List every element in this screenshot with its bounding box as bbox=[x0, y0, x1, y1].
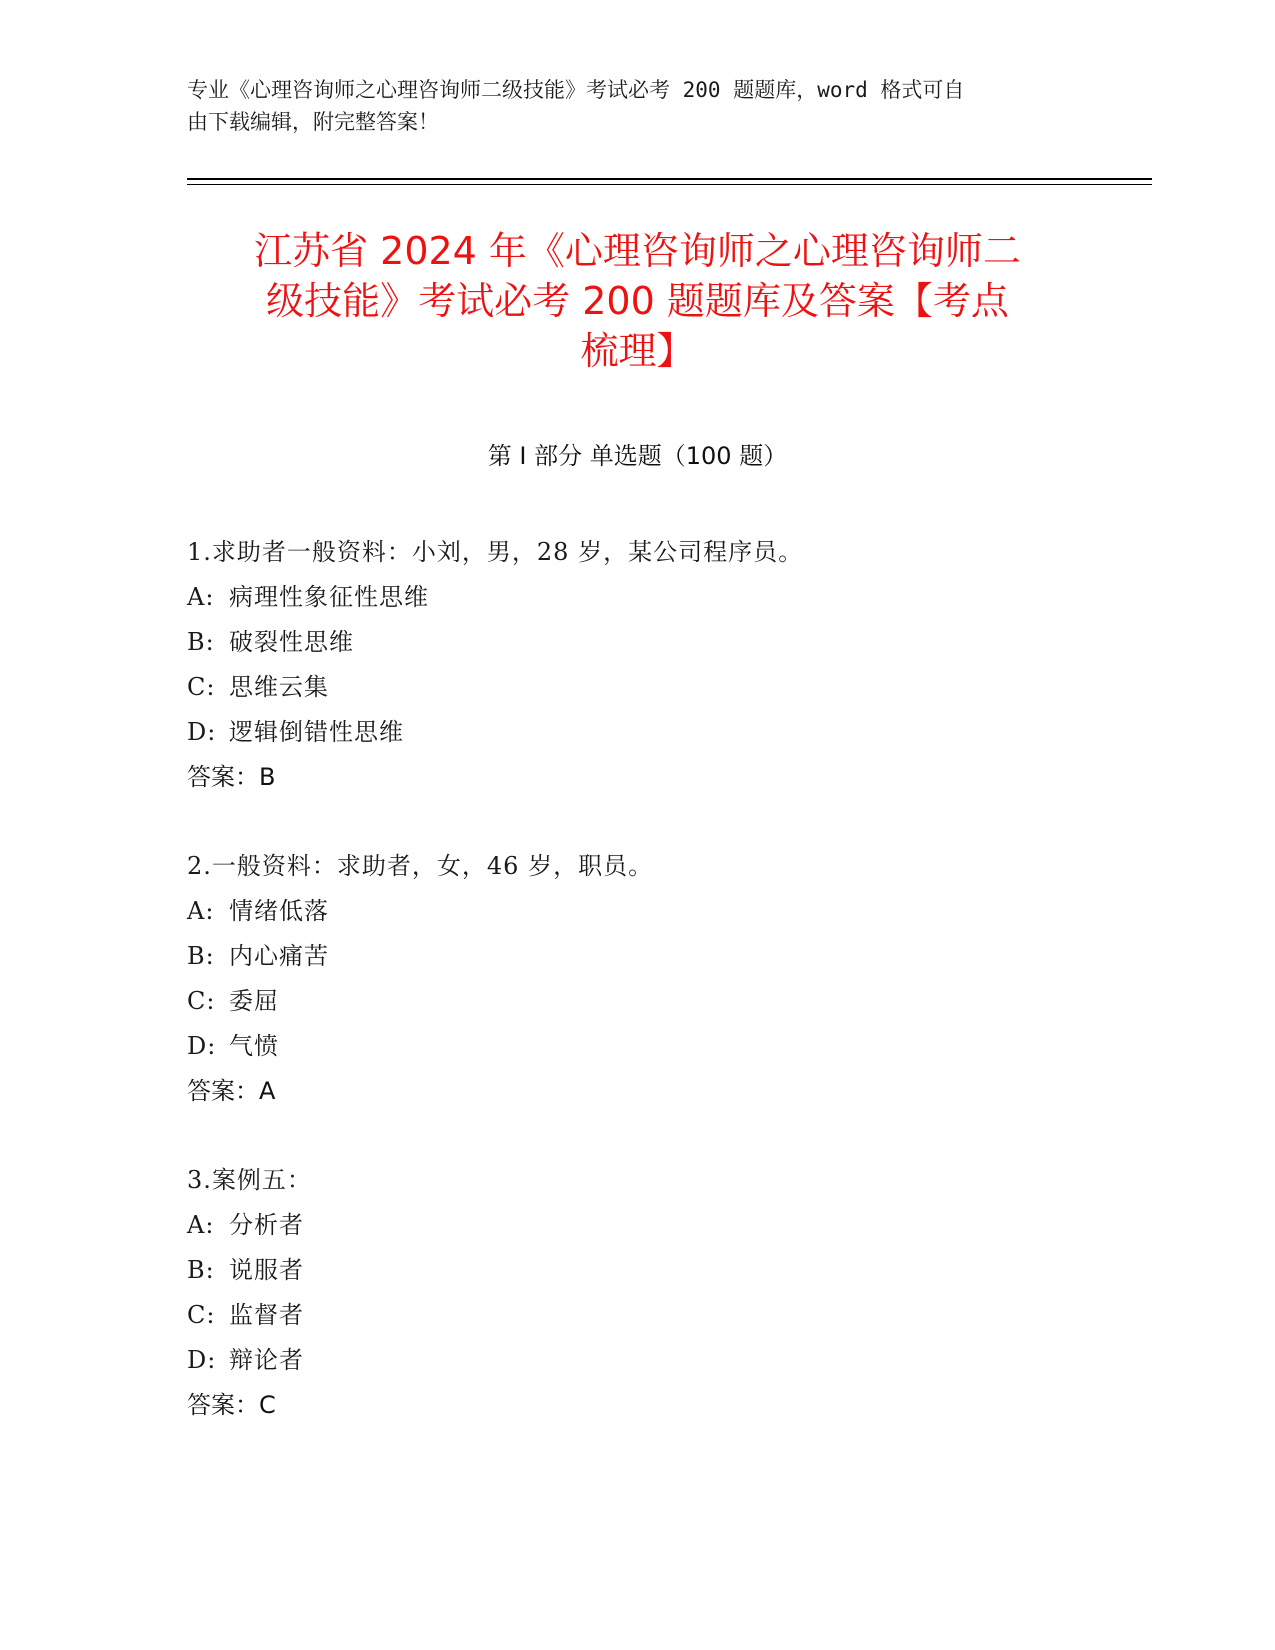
option-text: 辩论者 bbox=[229, 1346, 304, 1374]
question-item bbox=[187, 530, 1147, 800]
option-d bbox=[187, 710, 1147, 755]
intro-line: 由下载编辑，附完整答案！ bbox=[187, 110, 439, 134]
option-text: 逻辑倒错性思维 bbox=[229, 718, 404, 746]
option-b bbox=[187, 1248, 1147, 1293]
option-text: 情绪低落 bbox=[229, 897, 329, 925]
intro-text bbox=[187, 74, 1067, 138]
option-letter: D: bbox=[187, 1032, 217, 1060]
option-text: 思维云集 bbox=[229, 673, 329, 701]
option-b bbox=[187, 934, 1147, 979]
header-divider-thick bbox=[187, 178, 1152, 180]
question-stem: 2.一般资料：求助者，女，46 岁，职员。 bbox=[187, 852, 654, 880]
option-a bbox=[187, 1203, 1147, 1248]
option-d bbox=[187, 1024, 1147, 1069]
option-letter: C: bbox=[187, 987, 216, 1015]
option-letter: A: bbox=[187, 583, 215, 611]
header-divider-thin bbox=[187, 184, 1152, 185]
option-text: 说服者 bbox=[229, 1256, 304, 1284]
section-heading: 第 I 部分 单选题（100 题） bbox=[487, 442, 788, 470]
option-text: 内心痛苦 bbox=[229, 942, 329, 970]
option-d bbox=[187, 1338, 1147, 1383]
option-a bbox=[187, 575, 1147, 620]
option-c bbox=[187, 979, 1147, 1024]
option-text: 委屈 bbox=[229, 987, 279, 1015]
option-letter: C: bbox=[187, 673, 216, 701]
answer-line: 答案：C bbox=[187, 1391, 276, 1419]
option-letter: A: bbox=[187, 1211, 215, 1239]
title-line: 江苏省 2024 年《心理咨询师之心理咨询师二 bbox=[254, 229, 1021, 273]
question-item bbox=[187, 844, 1147, 1114]
option-a bbox=[187, 889, 1147, 934]
title-line: 级技能》考试必考 200 题题库及答案【考点 bbox=[266, 279, 1009, 323]
option-text: 分析者 bbox=[229, 1211, 304, 1239]
question-list bbox=[187, 530, 1147, 1472]
option-c bbox=[187, 1293, 1147, 1338]
document-title bbox=[160, 226, 1115, 376]
question-stem: 3.案例五： bbox=[187, 1166, 312, 1194]
option-letter: D: bbox=[187, 718, 217, 746]
option-letter: A: bbox=[187, 897, 215, 925]
option-letter: B: bbox=[187, 942, 215, 970]
title-line: 梳理】 bbox=[580, 329, 695, 373]
option-text: 病理性象征性思维 bbox=[229, 583, 429, 611]
option-c bbox=[187, 665, 1147, 710]
option-letter: B: bbox=[187, 628, 215, 656]
option-b bbox=[187, 620, 1147, 665]
question-item bbox=[187, 1158, 1147, 1428]
intro-line: 专业《心理咨询师之心理咨询师二级技能》考试必考 200 题题库，word 格式可自 bbox=[187, 78, 965, 102]
option-text: 气愤 bbox=[229, 1032, 279, 1060]
option-letter: D: bbox=[187, 1346, 217, 1374]
option-text: 破裂性思维 bbox=[229, 628, 354, 656]
answer-line: 答案：B bbox=[187, 763, 276, 791]
option-text: 监督者 bbox=[229, 1301, 304, 1329]
answer-line: 答案：A bbox=[187, 1077, 276, 1105]
question-stem: 1.求助者一般资料：小刘，男，28 岁，某公司程序员。 bbox=[187, 538, 804, 566]
option-letter: C: bbox=[187, 1301, 216, 1329]
option-letter: B: bbox=[187, 1256, 215, 1284]
